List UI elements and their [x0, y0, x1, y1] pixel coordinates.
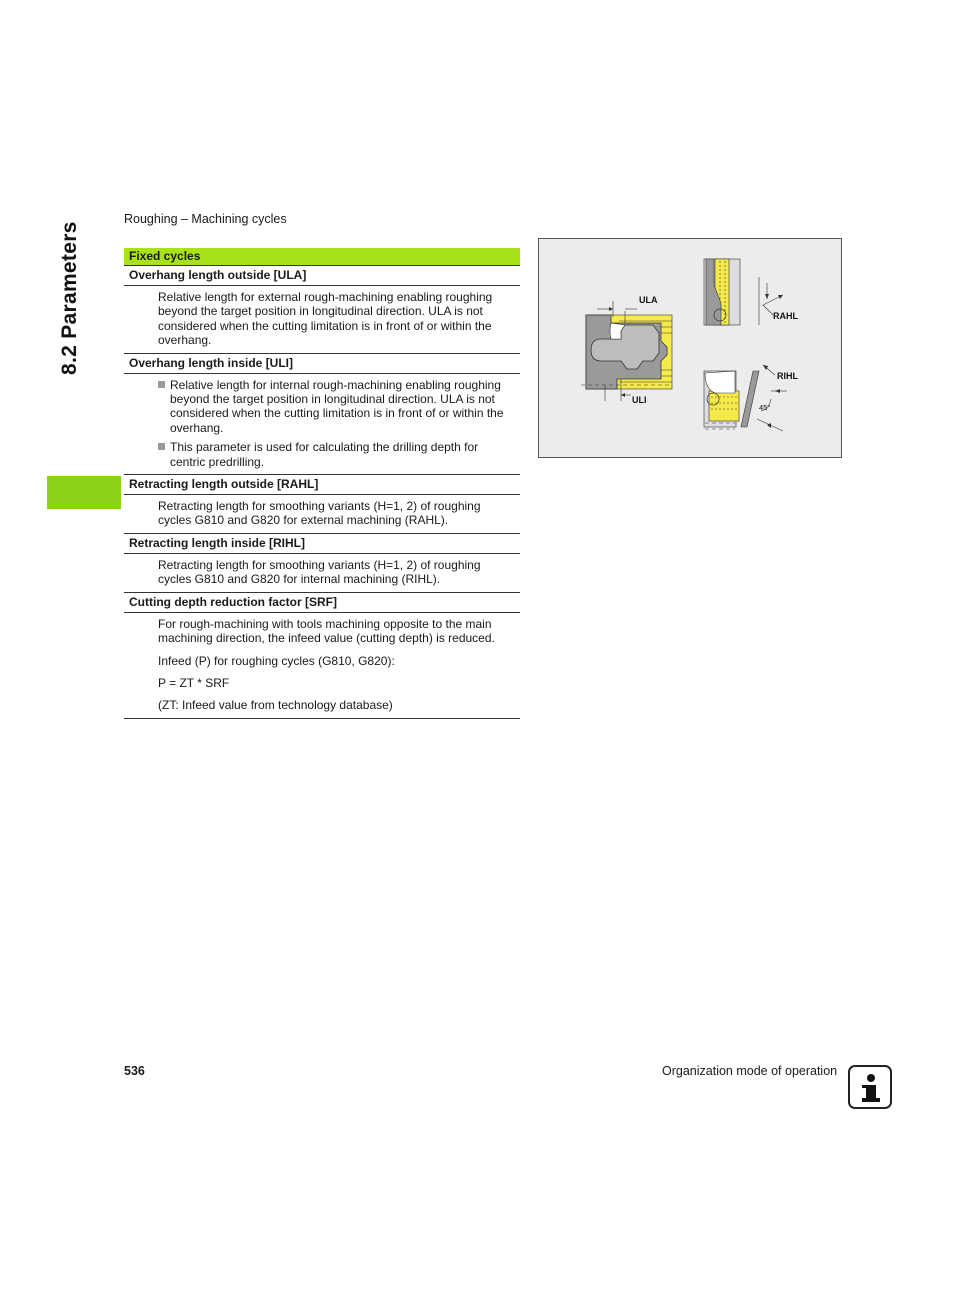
param-text: Infeed (P) for roughing cycles (G810, G820):: [158, 653, 395, 668]
param-title-rahl: Retracting length outside [RAHL]: [124, 474, 520, 495]
bullet-text: Relative length for internal rough-machining enabling roughing beyond the target position in longitudinal direction. ULA is not considered when the cutting limitation is in front of or within the overhang.: [170, 377, 504, 435]
param-body-srf: [124, 613, 520, 718]
param-body-rihl: [124, 554, 520, 592]
chapter-side-title-text: 8.2 Parameters: [58, 221, 81, 375]
bullet-square-icon: [158, 443, 165, 450]
bullet-item: [158, 440, 514, 469]
rahl-drawing: [704, 259, 798, 325]
param-text: Retracting length for smoothing variants (H=1, 2) of roughing cycles G810 and G820 for external machining (RAHL).: [158, 499, 481, 528]
param-title-ula: Overhang length outside [ULA]: [124, 265, 520, 286]
footer-chapter: Organization mode of operation: [662, 1064, 838, 1078]
param-body-uli: [124, 374, 520, 474]
info-icon: [848, 1065, 892, 1109]
param-title-srf: Cutting depth reduction factor [SRF]: [124, 592, 520, 613]
bullet-item: [158, 378, 514, 436]
table-bottom-rule: [124, 718, 520, 719]
chapter-side-title: [58, 221, 81, 395]
param-text: For rough-machining with tools machining opposite to the main machining direction, the infeed value (cutting depth) is reduced.: [158, 616, 495, 646]
uli-label: ULI: [632, 395, 647, 405]
group-header: Fixed cycles: [124, 248, 520, 265]
chapter-tab-marker: [47, 476, 121, 509]
param-title-rihl: Retracting length inside [RIHL]: [124, 533, 520, 554]
angle-label: 45°: [759, 403, 771, 412]
section-label: Roughing – Machining cycles: [124, 212, 287, 226]
parameter-table: [124, 248, 520, 719]
bullet-square-icon: [158, 381, 165, 388]
param-text: P = ZT * SRF: [158, 675, 230, 690]
param-text: Retracting length for smoothing variants (H=1, 2) of roughing cycles G810 and G820 for internal machining (RIHL).: [158, 557, 481, 587]
ula-label: ULA: [639, 295, 658, 305]
rihl-drawing: [704, 365, 798, 431]
param-text: (ZT: Infeed value from technology database): [158, 698, 393, 713]
bullet-text: This parameter is used for calculating the drilling depth for centric predrilling.: [170, 440, 479, 469]
ula-uli-drawing: [581, 295, 672, 405]
param-body-rahl: [124, 495, 520, 533]
machining-diagram: [538, 238, 842, 458]
machining-diagram-svg: [539, 239, 841, 457]
param-body-ula: [124, 286, 520, 353]
param-text: Relative length for external rough-machining enabling roughing beyond the target position in longitudinal direction. ULA is not considered when the cutting limitation is in front of or within the overhang.: [158, 290, 493, 348]
rahl-label: RAHL: [773, 311, 798, 321]
param-title-uli: Overhang length inside [ULI]: [124, 353, 520, 374]
rihl-label: RIHL: [777, 371, 798, 381]
page-number: 536: [124, 1064, 145, 1078]
